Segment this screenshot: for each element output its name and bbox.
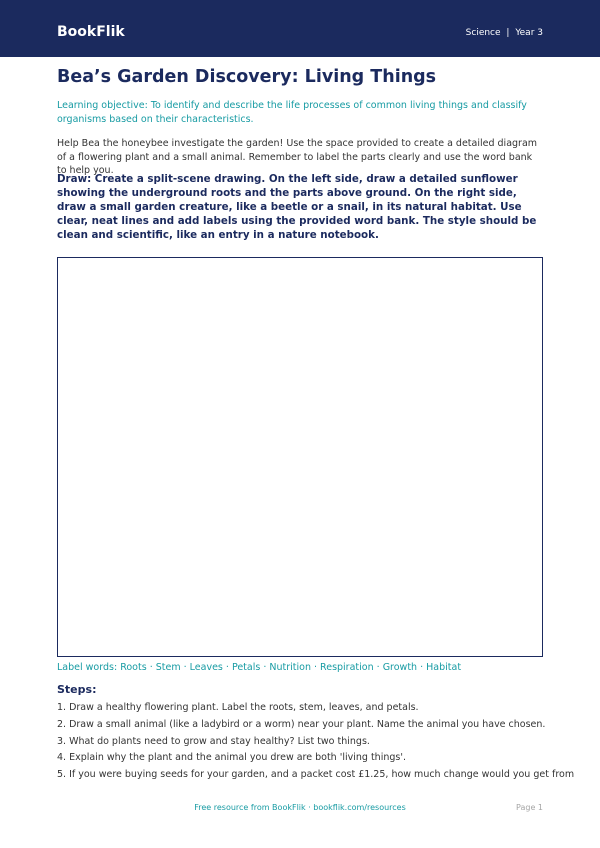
word-separator: · — [373, 662, 383, 673]
word-bank-word: Roots — [120, 662, 147, 673]
word-bank-word: Habitat — [426, 662, 462, 673]
subject-year-label — [466, 26, 543, 40]
word-bank — [57, 661, 461, 674]
word-separator: · — [310, 662, 321, 673]
word-bank-word: Stem — [155, 662, 181, 673]
intro-text: Help Bea the honeybee investigate the garden! Use the space provided to create a detailed diagram of a flowering plant and a small animal. Remember to label the parts clearly and use the word bank to help you. — [57, 138, 538, 176]
footer-text: Free resource from BookFlik · bookflik.com/resources — [194, 803, 406, 812]
brand-logo: BookFlik — [57, 24, 125, 40]
learning-objective: Learning objective: To identify and describe the life processes of common living things and classify organisms based on their characteristics. — [57, 100, 527, 125]
word-bank-words — [120, 662, 461, 673]
step-item: 5. If you were buying seeds for your garden, and a packet cost £1.25, how much change would you get from — [57, 769, 575, 781]
steps-heading: Steps: — [57, 683, 97, 696]
word-separator: · — [417, 662, 427, 673]
word-separator: · — [180, 662, 190, 673]
word-bank-word: Leaves — [189, 662, 223, 673]
year-label: Year 3 — [515, 28, 543, 38]
page-title: Bea’s Garden Discovery: Living Things — [57, 67, 437, 87]
step-item: 2. Draw a small animal (like a ladybird or a worm) near your plant. Name the animal you have chosen. — [57, 718, 546, 730]
step-item: 1. Draw a healthy flowering plant. Label the roots, stem, leaves, and petals. — [57, 702, 419, 713]
word-bank-word: Growth — [382, 662, 418, 673]
draw-instruction: Draw: Create a split-scene drawing. On the left side, draw a detailed sunflower showing the underground roots and the parts above ground. On the right side, draw a small garden creature, like a beetle or a snail, in its natural habitat. Use clear, neat lines and add labels using the provided word bank. The style should be clean and scientific, like an entry in a nature notebook. — [57, 173, 537, 241]
word-separator: · — [222, 662, 232, 673]
steps-list — [57, 702, 575, 786]
page-number: Page 1 — [516, 803, 543, 812]
word-separator: · — [260, 662, 270, 673]
step-item: 4. Explain why the plant and the animal you drew are both 'living things'. — [57, 752, 406, 764]
word-separator: · — [146, 662, 156, 673]
word-bank-word: Respiration — [320, 662, 374, 673]
page-header — [0, 0, 600, 57]
word-bank-prefix: Label words: — [57, 662, 118, 673]
word-bank-word: Nutrition — [269, 662, 311, 673]
crumb-separator: | — [506, 28, 510, 38]
word-bank-word: Petals — [231, 662, 261, 673]
subject-label: Science — [465, 28, 501, 38]
step-item: 3. What do plants need to grow and stay healthy? List two things. — [57, 735, 370, 747]
drawing-area[interactable] — [57, 257, 543, 657]
